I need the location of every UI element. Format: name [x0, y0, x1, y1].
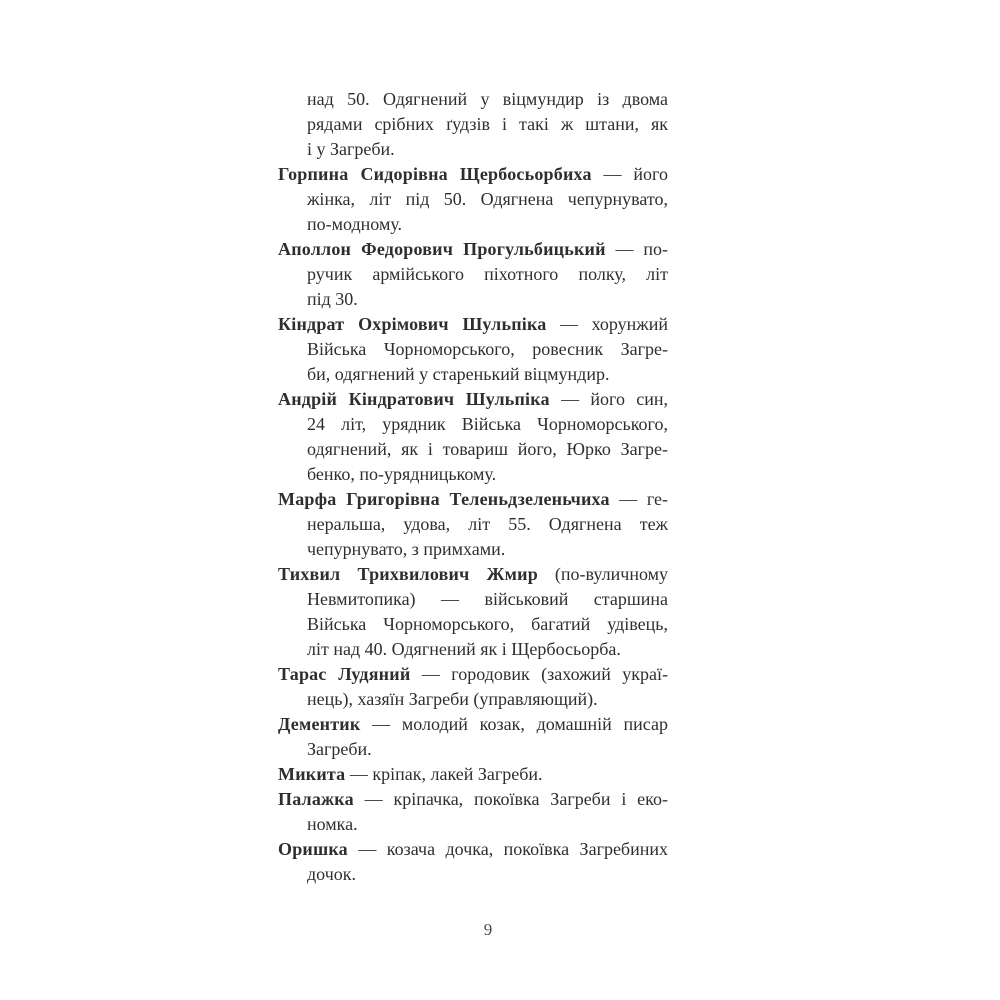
character-name: Аполлон Федорович Прогульбицький [278, 239, 606, 259]
entry-first-line: Марфа Григорівна Теленьдзеленьчиха — ге- [278, 489, 668, 509]
entry-line: і у Загреби. [307, 139, 395, 159]
character-name: Горпина Сидорівна Щербосьорбиха [278, 164, 592, 184]
character-entry [278, 662, 668, 712]
entry-line: Війська Чорноморського, ровесник Загре- [307, 339, 668, 359]
entry-line: літ над 40. Одягнений як і Щербосьорба. [307, 639, 621, 659]
entry-line: рядами срібних ґудзів і такі ж штани, як [307, 114, 668, 134]
character-entry [278, 387, 668, 487]
character-entry [278, 312, 668, 387]
character-entry [278, 712, 668, 762]
character-entry [278, 562, 668, 662]
character-name: Микита [278, 764, 346, 784]
entry-first-line: Палажка — кріпачка, покоївка Загреби і еко- [278, 789, 668, 809]
entry-line: би, одягнений у старенький віцмундир. [307, 364, 610, 384]
entry-line: чепурнувато, з примхами. [307, 539, 506, 559]
character-name: Кіндрат Охрімович Шульпіка [278, 314, 547, 334]
character-name: Дементик [278, 714, 361, 734]
entry-line: дочок. [307, 864, 356, 884]
character-name: Оришка [278, 839, 348, 859]
character-entry [278, 837, 668, 887]
entry-line: нець), хазяїн Загреби (управляющий). [307, 689, 598, 709]
character-entry [278, 487, 668, 562]
character-entry [278, 787, 668, 837]
entry-line: неральша, удова, літ 55. Одягнена теж [307, 514, 668, 534]
entry-line: по-модному. [307, 214, 403, 234]
entry-line: бенко, по-урядницькому. [307, 464, 497, 484]
character-entry [278, 162, 668, 237]
character-name: Андрій Кіндратович Шульпіка [278, 389, 550, 409]
entry-line: під 30. [307, 289, 358, 309]
entry-first-line: Кіндрат Охрімович Шульпіка — хорунжий [278, 314, 668, 334]
character-entry [278, 87, 668, 162]
character-name: Тарас Лудяний [278, 664, 411, 684]
entry-first-line: Горпина Сидорівна Щербосьорбиха — його [278, 164, 668, 184]
character-name: Тихвил Трихвилович Жмир [278, 564, 538, 584]
entry-first-line: Тихвил Трихвилович Жмир (по-вуличному [278, 564, 668, 584]
page-number: 9 [483, 920, 493, 939]
entry-line: номка. [307, 814, 358, 834]
entry-first-line: Оришка — козача дочка, покоївка Загребиних [278, 839, 668, 859]
entry-line: Загреби. [307, 739, 372, 759]
entry-line: над 50. Одягнений у віцмундир із двома [307, 89, 668, 109]
entry-line: 24 літ, урядник Війська Чорноморського, [307, 414, 668, 434]
entry-line: Невмитопика) — військовий старшина [307, 589, 668, 609]
character-entry [278, 237, 668, 312]
entry-line: одягнений, як і товариш його, Юрко Загре- [307, 439, 668, 459]
character-name: Палажка [278, 789, 354, 809]
character-name: Марфа Григорівна Теленьдзеленьчиха [278, 489, 610, 509]
entry-first-line: Тарас Лудяний — городовик (захожий украї- [278, 664, 668, 684]
character-entry [278, 762, 668, 787]
entry-first-line: Микита — кріпак, лакей Загреби. [278, 764, 543, 784]
entry-line: ручик армійського піхотного полку, літ [307, 264, 668, 284]
dramatis-personae-list [278, 87, 668, 887]
entry-first-line: Андрій Кіндратович Шульпіка — його син, [278, 389, 669, 409]
entry-first-line: Аполлон Федорович Прогульбицький — по- [278, 239, 668, 259]
entry-line: жінка, літ під 50. Одягнена чепурнувато, [307, 189, 668, 209]
entry-first-line: Дементик — молодий козак, домашній писар [278, 714, 668, 734]
entry-line: Війська Чорноморського, багатий удівець, [307, 614, 668, 634]
